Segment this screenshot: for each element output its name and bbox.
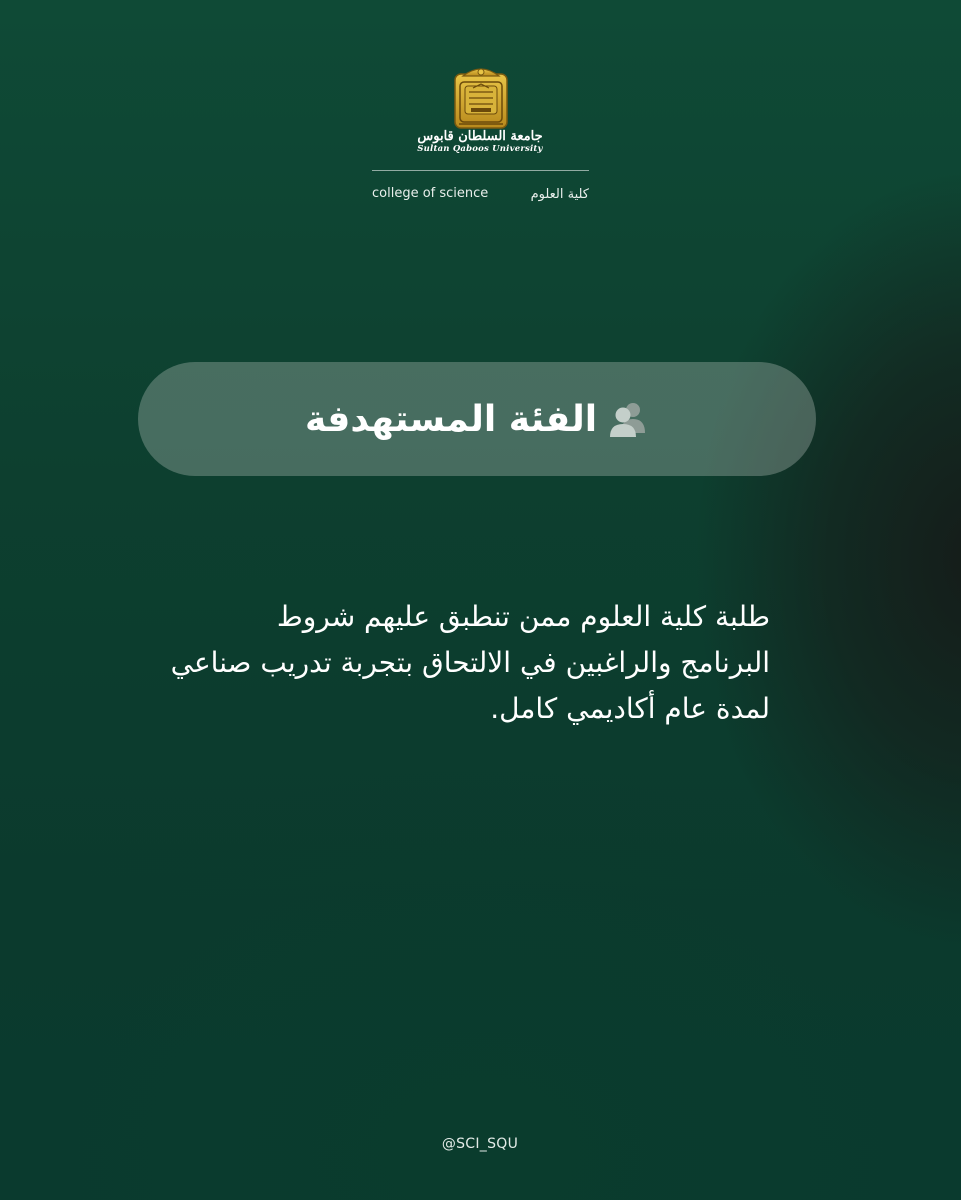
college-name-ar: كلية العلوم — [530, 187, 589, 202]
header — [0, 60, 961, 220]
description-line-3: لمدة عام أكاديمي كامل. — [490, 692, 770, 725]
description-line-2: البرنامج والراغبين في الالتحاق بتجربة تدريب صناعي — [170, 646, 770, 679]
description-text — [150, 594, 770, 732]
university-wordmark — [380, 130, 580, 154]
college-name-en: college of science — [372, 186, 489, 201]
social-handle: @SCI_SQU — [441, 1136, 519, 1152]
header-divider — [372, 170, 589, 171]
university-name-ar: جامعة السلطان قابوس — [417, 129, 543, 144]
section-title: الفئة المستهدفة — [304, 398, 598, 440]
users-icon — [607, 399, 649, 439]
squ-crest-logo — [451, 64, 511, 130]
section-title-pill — [138, 362, 816, 476]
university-name-en: Sultan Qaboos University — [417, 144, 543, 154]
pill-content — [305, 399, 649, 440]
description-line-1: طلبة كلية العلوم ممن تنطبق عليهم شروط — [276, 600, 770, 633]
